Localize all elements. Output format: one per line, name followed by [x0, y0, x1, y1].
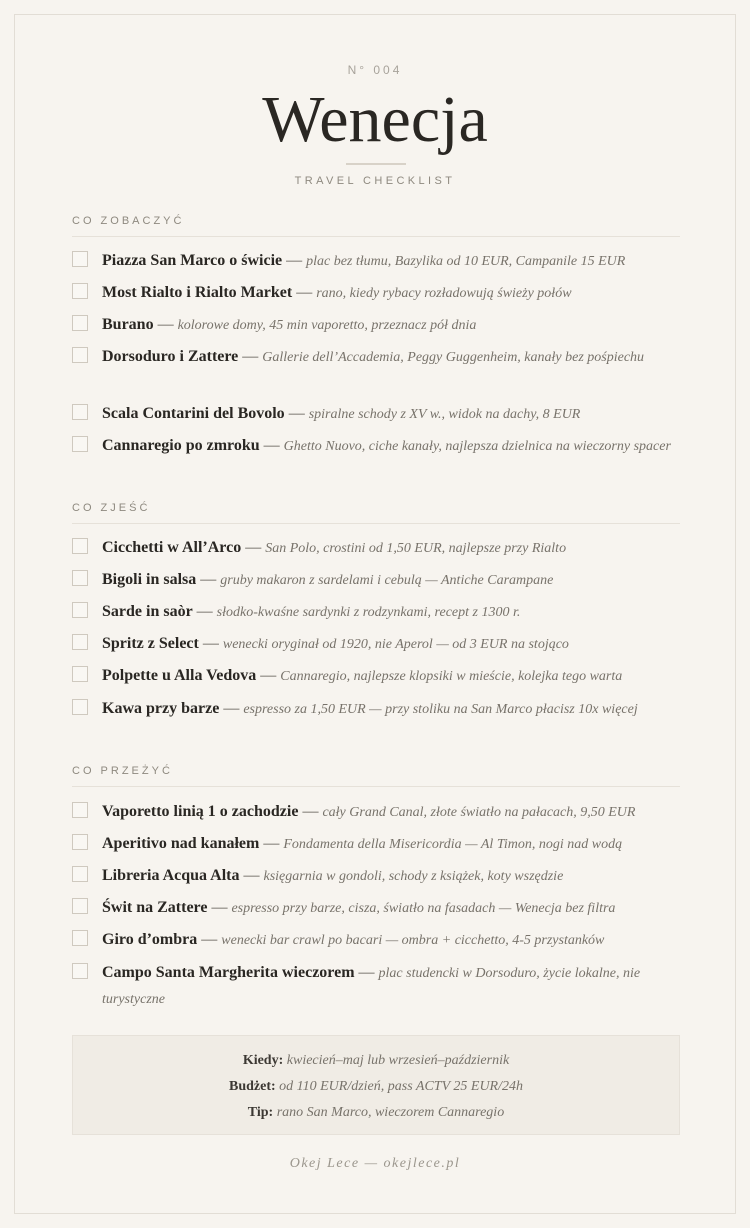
footer-credit: Okej Lece — okejlece.pl [289, 1156, 461, 1171]
checklist-item [72, 831, 684, 857]
item-name: Spritz z Select [102, 635, 199, 652]
checklist-item [72, 567, 684, 593]
checkbox[interactable] [72, 634, 88, 650]
checklist-item [72, 344, 684, 370]
info-tip-label: Tip: [247, 1105, 274, 1120]
checklist-item [72, 312, 684, 338]
section-heading-experience: CO PRZEŻYĆ [72, 765, 680, 787]
item-name: Giro d’ombra [102, 931, 198, 948]
item-description: gruby makaron z sardelami i cebulą — Antiche Carampane [220, 573, 554, 588]
checkbox[interactable] [72, 570, 88, 586]
item-separator: — [358, 964, 375, 981]
checkbox[interactable] [72, 538, 88, 554]
info-budget-value: od 110 EUR/dzień, pass ACTV 25 EUR/24h [279, 1079, 523, 1094]
item-separator: — [260, 667, 277, 684]
item-separator: — [288, 405, 305, 422]
checkbox[interactable] [72, 834, 88, 850]
checklist-item [72, 401, 684, 427]
item-description: Gallerie dell’Accademia, Peggy Guggenheim, kanały bez pośpiechu [262, 350, 645, 365]
info-tip-value: rano San Marco, wieczorem Cannaregio [276, 1105, 505, 1120]
item-description: wenecki oryginał od 1920, nie Aperol — od 3 EUR na stojąco [222, 637, 569, 652]
checklist-item [72, 631, 684, 657]
item-separator: — [242, 348, 259, 365]
checklist-item [72, 663, 684, 689]
checkbox[interactable] [72, 963, 88, 979]
checkbox[interactable] [72, 699, 88, 715]
item-separator: — [202, 635, 219, 652]
checkbox[interactable] [72, 436, 88, 452]
info-when-value: kwiecień–maj lub wrzesień–październik [286, 1053, 510, 1068]
item-name: Aperitivo nad kanałem [102, 835, 260, 852]
info-budget [73, 1074, 679, 1100]
item-description: rano, kiedy rybacy rozładowują świeży połów [316, 286, 572, 301]
item-name: Sarde in saòr [102, 603, 193, 620]
item-description: Ghetto Nuovo, ciche kanały, najlepsza dzielnica na wieczorny spacer [283, 439, 671, 454]
item-description: kolorowe domy, 45 min vaporetto, przeznacz pół dnia [177, 318, 477, 333]
item-separator: — [263, 437, 280, 454]
item-name: Polpette u Alla Vedova [102, 667, 257, 684]
item-separator: — [296, 284, 313, 301]
item-name: Scala Contarini del Bovolo [102, 405, 285, 422]
item-separator: — [302, 803, 319, 820]
item-separator: — [243, 867, 260, 884]
item-name: Campo Santa Margherita wieczorem [102, 964, 355, 981]
checklist-item [72, 248, 684, 274]
item-description: Cannaregio, najlepsze klopsiki w mieście, kolejka tego warta [280, 669, 623, 684]
checkbox[interactable] [72, 404, 88, 420]
item-description: wenecki bar crawl po bacari — ombra + cicchetto, 4-5 przystanków [221, 933, 605, 948]
item-separator: — [157, 316, 174, 333]
item-name: Most Rialto i Rialto Market [102, 284, 293, 301]
item-separator: — [263, 835, 280, 852]
checklist-card [14, 14, 736, 1214]
item-description: plac studencki w Dorsoduro, życie lokalne, nie turystyczne [102, 966, 641, 1007]
item-description: cały Grand Canal, złote światło na pałacach, 9,50 EUR [322, 805, 636, 820]
item-separator: — [201, 931, 218, 948]
item-separator: — [200, 571, 217, 588]
checklist-item [72, 863, 684, 889]
item-separator: — [211, 899, 228, 916]
info-when [73, 1048, 679, 1074]
checklist-item [72, 960, 684, 1012]
checklist-item [72, 696, 684, 722]
item-description: espresso przy barze, cisza, światło na fasadach — Wenecja bez filtra [231, 901, 616, 916]
checkbox[interactable] [72, 666, 88, 682]
checklist-item [72, 433, 684, 459]
checklist-item [72, 799, 684, 825]
item-name: Bigoli in salsa [102, 571, 197, 588]
item-name: Świt na Zattere [102, 899, 208, 916]
item-name: Libreria Acqua Alta [102, 867, 240, 884]
section-heading-see: CO ZOBACZYĆ [72, 215, 680, 237]
checklist-item [72, 927, 684, 953]
page-title: Wenecja [262, 83, 488, 156]
checklist-item [72, 280, 684, 306]
item-name: Piazza San Marco o świcie [102, 252, 283, 269]
checkbox[interactable] [72, 283, 88, 299]
item-name: Cicchetti w All’Arco [102, 539, 242, 556]
checklist-item [72, 535, 684, 561]
checkbox[interactable] [72, 802, 88, 818]
item-separator: — [286, 252, 303, 269]
item-description: plac bez tłumu, Bazylika od 10 EUR, Campanile 15 EUR [306, 254, 626, 269]
item-description: San Polo, crostini od 1,50 EUR, najlepsze przy Rialto [265, 541, 567, 556]
checkbox[interactable] [72, 930, 88, 946]
checkbox[interactable] [72, 602, 88, 618]
issue-number: N° 004 [347, 63, 403, 77]
checkbox[interactable] [72, 866, 88, 882]
page-subtitle: TRAVEL CHECKLIST [294, 175, 456, 187]
checklist-item [72, 599, 684, 625]
info-tip [73, 1100, 679, 1126]
item-description: Fondamenta della Misericordia — Al Timon, nogi nad wodą [283, 837, 623, 852]
item-name: Cannaregio po zmroku [102, 437, 260, 454]
section-heading-eat: CO ZJEŚĆ [72, 502, 680, 524]
checkbox[interactable] [72, 315, 88, 331]
item-name: Kawa przy barze [102, 700, 220, 717]
item-separator: — [196, 603, 213, 620]
item-name: Dorsoduro i Zattere [102, 348, 239, 365]
checkbox[interactable] [72, 898, 88, 914]
item-separator: — [245, 539, 262, 556]
item-separator: — [223, 700, 240, 717]
title-divider [346, 163, 406, 165]
item-name: Vaporetto linią 1 o zachodzie [102, 803, 299, 820]
item-description: espresso za 1,50 EUR — przy stoliku na San Marco płacisz 10x więcej [243, 702, 638, 717]
checklist-item [72, 895, 684, 921]
info-budget-label: Budżet: [228, 1079, 276, 1094]
item-description: spiralne schody z XV w., widok na dachy, 8 EUR [308, 407, 581, 422]
trip-info-box [72, 1035, 680, 1135]
info-when-label: Kiedy: [242, 1053, 284, 1068]
item-description: księgarnia w gondoli, schody z książek, koty wszędzie [263, 869, 564, 884]
checkbox[interactable] [72, 251, 88, 267]
checkbox[interactable] [72, 347, 88, 363]
item-description: słodko-kwaśne sardynki z rodzynkami, recept z 1300 r. [216, 605, 521, 620]
item-name: Burano [102, 316, 154, 333]
